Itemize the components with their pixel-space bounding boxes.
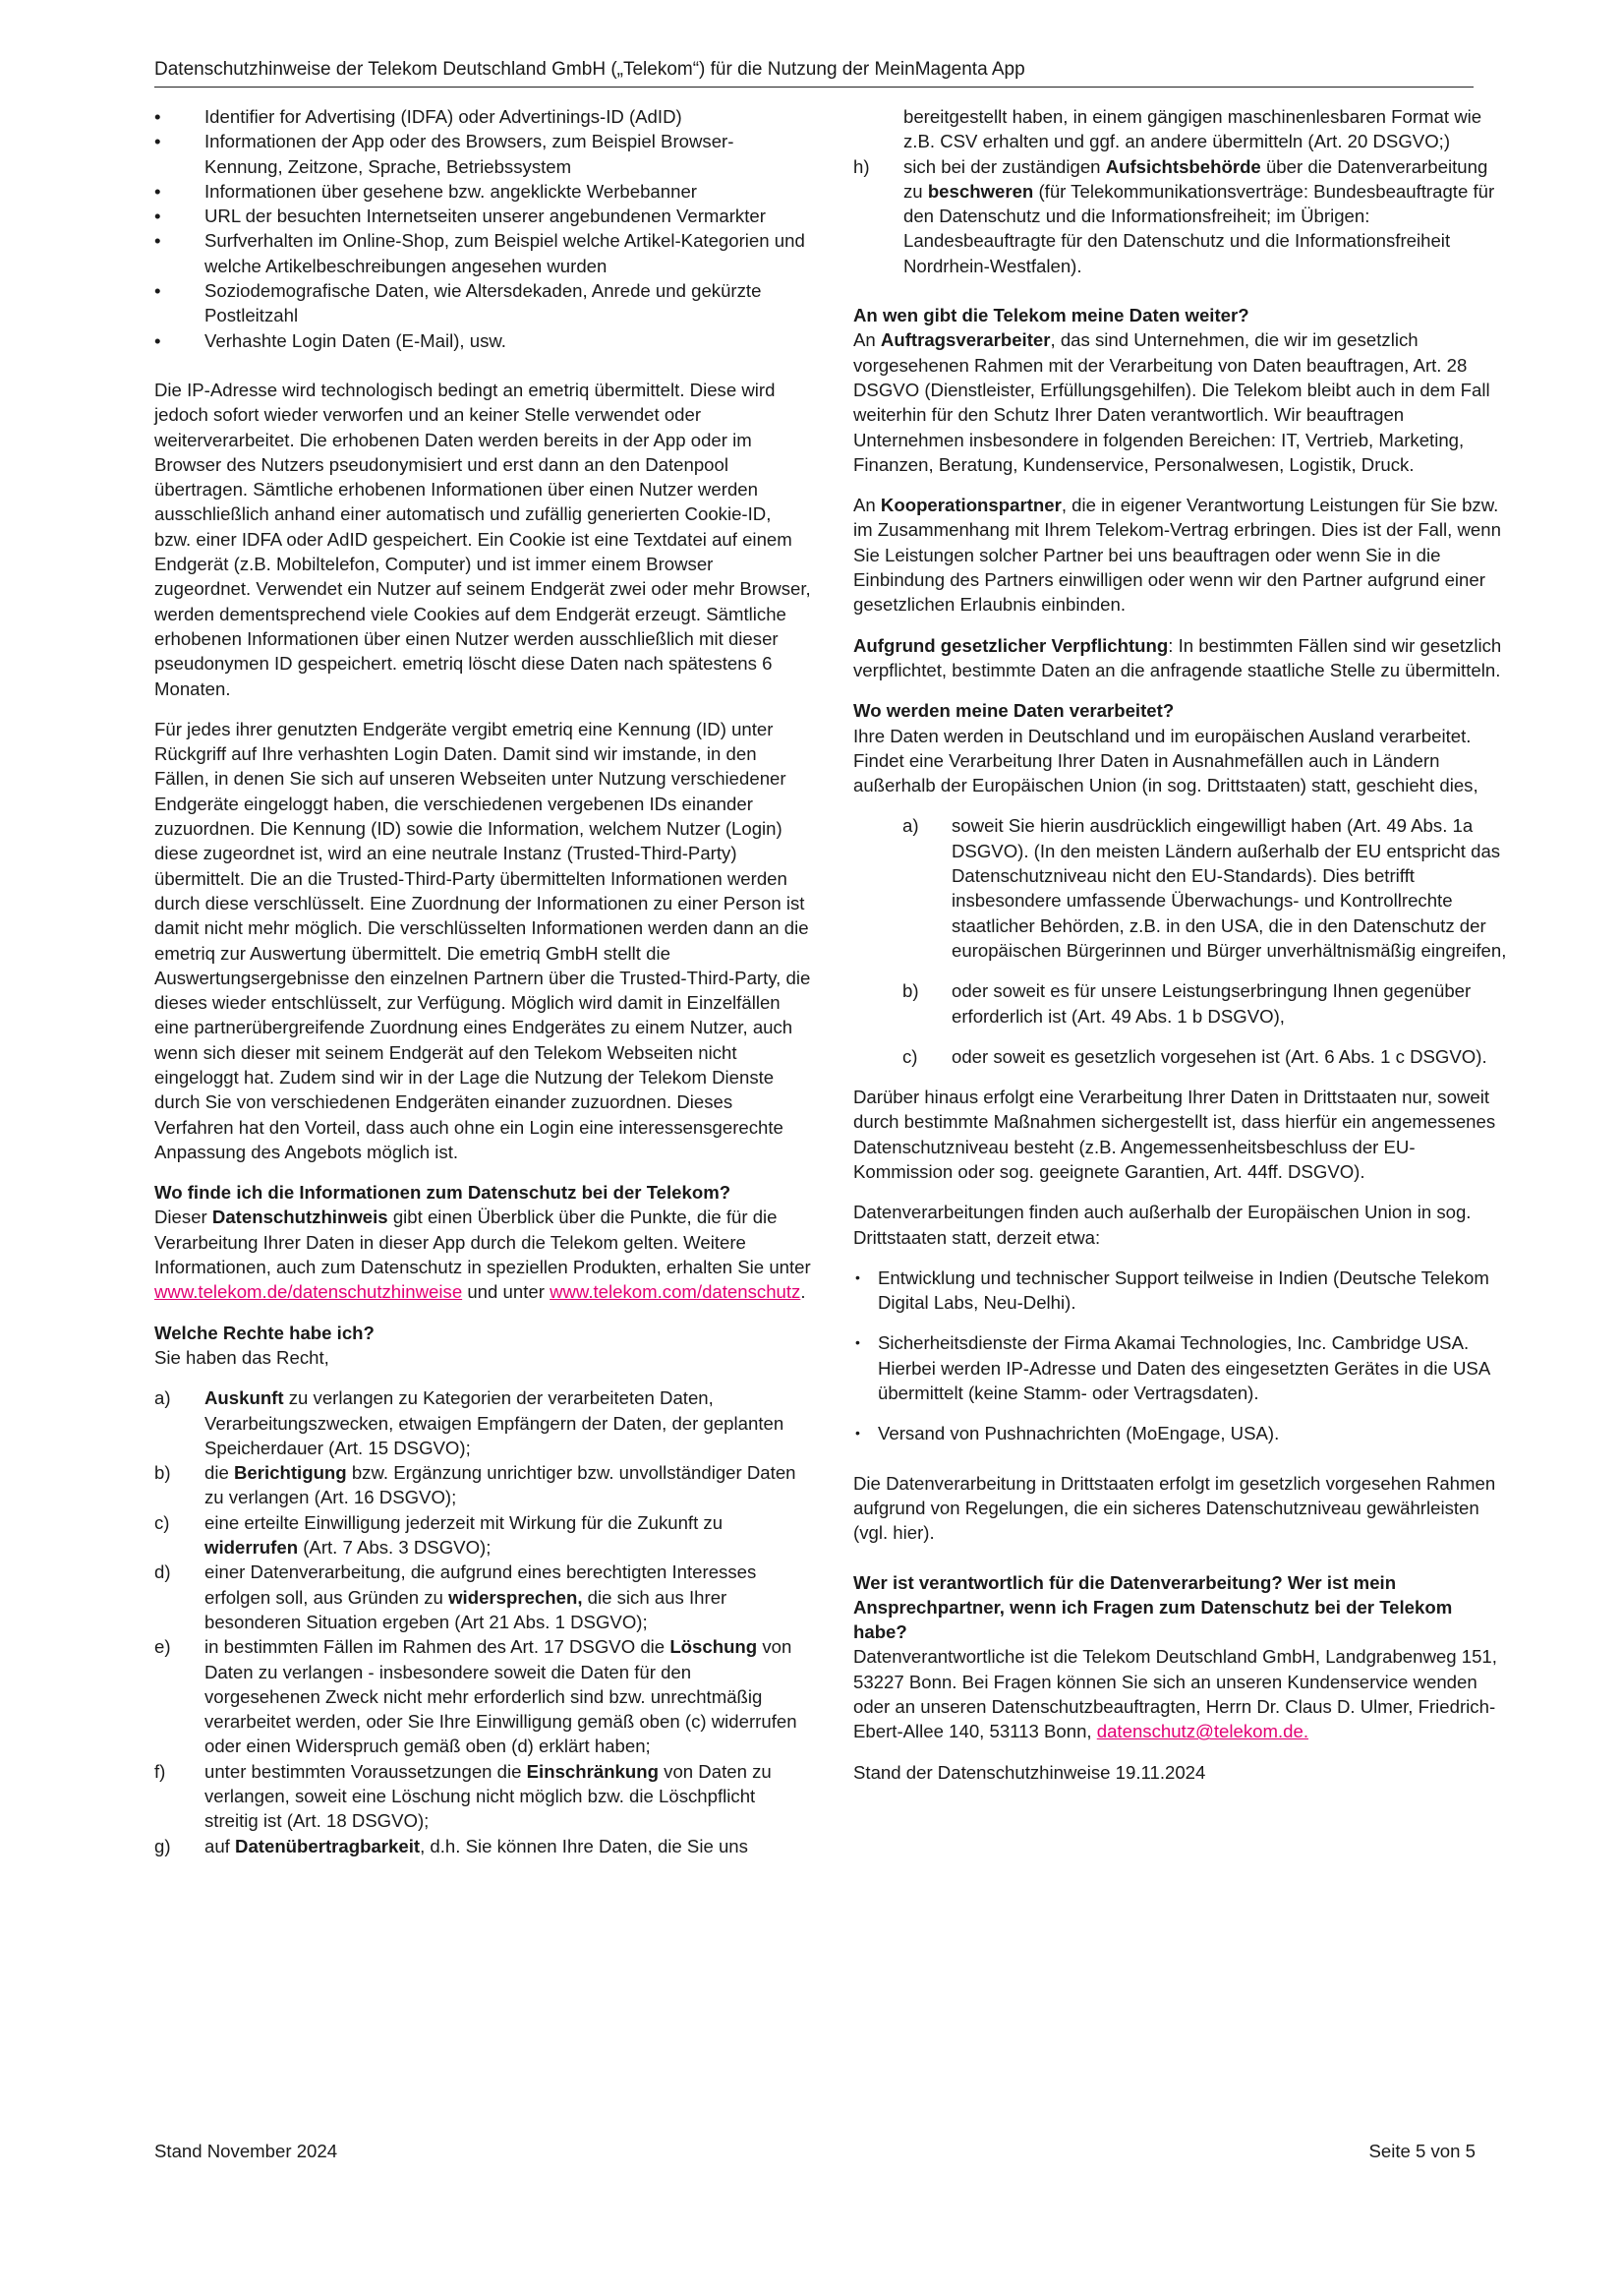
data-categories-list [154, 104, 811, 353]
list-item: bereitgestellt haben, in einem gängigen maschinenlesbaren Format wie z.B. CSV erhalten und ggf. an andere übermitteln (Art. 20 DSGVO;) [903, 106, 1482, 152]
list-item: • Sicherheitsdienste der Firma Akamai Technologies, Inc. Cambridge USA. Hierbei werden IP-Adresse und Daten des eingesetzten Gerätes in die USA übermittelt (keine Stamm- oder Vertragsdaten). [853, 1330, 1510, 1405]
list-item: c) oder soweit es gesetzlich vorgesehen ist (Art. 6 Abs. 1 c DSGVO). [902, 1045, 1487, 1067]
info-paragraph: Dieser Datenschutzhinweis gibt einen Überblick über die Punkte, die für die Verarbeitung Ihrer Daten in dieser App durch die Telekom gelten. Weitere Informationen, auch zum Datenschutz in speziellen Produkten, erhalten Sie unter www.telekom.de/datenschutzhinweise und unter www.telekom.com/datenschutz. [154, 1207, 811, 1303]
list-item: c) eine erteilte Einwilligung jederzeit mit Wirkung für die Zukunft zu widerrufen (Art. 7 Abs. 3 DSGVO); [154, 1511, 724, 1559]
list-item: a) soweit Sie hierin ausdrücklich eingewilligt haben (Art. 49 Abs. 1a DSGVO). (In den meisten Ländern außerhalb der EU entspricht das Datenschutzniveau nicht den EU-Standards). Dies betrifft insbesondere umfassende Überwachungs- und Kontrollrechte staatlicher Behörden, z.B. in den USA, die in den Datenschutz der europäischen Bürgerinnen und Bürger unverhältnismäßig eingreifen, [902, 815, 1507, 961]
list-item: f) unter bestimmten Voraussetzungen die Einschränkung von Daten zu verlangen, soweit eine Löschung nicht möglich bzw. die Löschpflicht streitig ist (Art. 18 DSGVO); [154, 1760, 772, 1832]
list-item: h) sich bei der zuständigen Aufsichtsbehörde über die Datenverarbeitung zu beschweren (für Telekommunikationsverträge: Bundesbeauftragte für den Datenschutz und die Informationsfreiheit; im Übrigen: Landesbeauftragte für den Datenschutz und die Informationsfreiheit Nordrhein-Westfalen). [853, 155, 1495, 276]
rights-list [154, 1385, 811, 1858]
third-country-list [853, 1266, 1510, 1446]
partners-paragraph: An Kooperationspartner, die in eigener Verantwortung Leistungen für Sie bzw. im Zusammenhang mit Ihrem Telekom-Vertrag erbringen. Dies ist der Fall, wenn Sie Leistungen solcher Partner bei uns beauftragen oder wenn Sie in die Einbindung des Partners einwilligen oder wenn wir den Partner aufgrund einer gesetzlichen Erlaubnis einbinden. [853, 495, 1501, 616]
list-item: • Verhashte Login Daten (E-Mail), usw. [154, 328, 811, 353]
left-column [154, 104, 811, 1858]
page-header: Datenschutzhinweise der Telekom Deutschland GmbH („Telekom“) für die Nutzung der MeinMagenta App [154, 57, 1474, 88]
section-heading-info: Wo finde ich die Informationen zum Datenschutz bei der Telekom? [154, 1182, 731, 1204]
device-id-paragraph: Für jedes ihrer genutzten Endgeräte vergibt emetriq eine Kennung (ID) unter Rückgriff auf Ihre verhashten Login Daten. Damit sind wir imstande, in den Fällen, in denen Sie sich auf unseren Webseiten unter Nutzung verschiedener Endgeräte eingeloggt haben, die verschiedenen vergebenen IDs einander zuzuordnen. Die Kennung (ID) sowie die Information, welchem Nutzer (Login) diese zugeordnet ist, wird an eine neutrale Instanz (Trusted-Third-Party) übermittelt. Die an die Trusted-Third-Party übermittelten Informationen werden durch diese verschlüsselt. Eine Zuordnung der Informationen zu einer Person ist damit nicht mehr möglich. Die verschlüsselten Informationen werden dann an die emetriq zur Auswertung übermittelt. Die emetriq GmbH stellt die Auswertungsergebnisse den einzelnen Partnern über die Trusted-Third-Party, die dieses wieder entschlüsselt, zur Verfügung. Möglich wird damit in Einzelfällen eine partnerübergreifende Zuordnung eines Endgerätes zu einem Nutzer, auch wenn sich dieser mit seinem Endgerät auf den Telekom Webseiten nicht eingeloggt hat. Zudem sind wir in der Lage die Nutzung der Telekom Dienste durch Sie von verschiedenen Endgeräten einander zuzuordnen. Dieses Verfahren hat den Vorteil, dass auch ohne ein Login eine interessensgerechte Anpassung des Angebots möglich ist. [154, 718, 811, 1162]
datenschutzhinweise-link[interactable]: www.telekom.de/datenschutzhinweise [154, 1281, 463, 1303]
list-item: • URL der besuchten Internetseiten unserer angebundenen Vermarkter [154, 204, 811, 228]
list-item: d) einer Datenverarbeitung, die aufgrund eines berechtigten Interesses erfolgen soll, aus Gründen zu widersprechen, die sich aus Ihrer besonderen Situation ergeben (Art 21 Abs. 1 DSGVO); [154, 1561, 757, 1632]
ip-address-paragraph: Die IP-Adresse wird technologisch bedingt an emetriq übermittelt. Diese wird jedoch sofort wieder verworfen und an keiner Stelle verwendet oder weiterverarbeitet. Die erhobenen Daten werden bereits in der App oder im Browser des Nutzers pseudonymisiert und erst dann an den Datenpool übertragen. Sämtliche erhobenen Informationen über einen Nutzer werden ausschließlich anhand einer automatisch und zufällig generierten Cookie-ID, bzw. einer IDFA oder AdID gespeichert. Ein Cookie ist eine Textdatei auf einem Endgerät (z.B. Mobiltelefon, Computer) und ist immer einem Browser zugeordnet. Verwendet ein Nutzer auf seinem Endgerät zwei oder mehr Browser, werden dementsprechend viele Cookies auf dem Endgerät erzeugt. Sämtliche erhobenen Informationen über einen Nutzer werden ausschließlich mit dieser pseudonymen ID gespeichert. emetriq löscht diese Daten nach spätestens 6 Monaten. [154, 379, 811, 699]
section-heading-recipients: An wen gibt die Telekom meine Daten weiter? [853, 305, 1249, 326]
rights-intro: Sie haben das Recht, [154, 1346, 329, 1368]
email-link[interactable]: datenschutz@telekom.de. [1096, 1721, 1309, 1742]
list-item: • Entwicklung und technischer Support teilweise in Indien (Deutsche Telekom Digital Labs, Neu-Delhi). [853, 1266, 1510, 1316]
list-item: • Informationen über gesehene bzw. angeklickte Werbebanner [154, 179, 811, 204]
third-country-intro: Datenverarbeitungen finden auch außerhalb der Europäischen Union in sog. Drittstaaten statt, derzeit etwa: [853, 1202, 1472, 1248]
list-item: g) auf Datenübertragbarkeit, d.h. Sie können Ihre Daten, die Sie uns [154, 1835, 748, 1856]
third-country-framework-paragraph: Die Datenverarbeitung in Drittstaaten erfolgt im gesetzlich vorgesehen Rahmen aufgrund von Regelungen, die ein sicheres Datenschutzniveau gewährleisten (vgl. hier). [853, 1472, 1496, 1544]
processing-paragraph: Ihre Daten werden in Deutschland und im europäischen Ausland verarbeitet. Findet eine Verarbeitung Ihrer Daten in Ausnahmefällen auch in Ländern außerhalb der Europäischen Union (in sog. Drittstaaten) statt, geschieht dies, [853, 725, 1478, 796]
responsible-paragraph: Datenverantwortliche ist die Telekom Deutschland GmbH, Landgrabenweg 151, 53227 Bonn. Bei Fragen können Sie sich an unseren Kundenservice wenden oder an unseren Datenschutzbeauftragten, Herrn Dr. Claus D. Ulmer, Friedrich-Ebert-Allee 140, 53113 Bonn, datenschutz@telekom.de. [853, 1646, 1497, 1742]
list-item: b) die Berichtigung bzw. Ergänzung unrichtiger bzw. unvollständiger Daten zu verlangen (Art. 16 DSGVO); [154, 1462, 796, 1508]
footer-date: Stand November 2024 [154, 2141, 338, 2161]
processors-paragraph: An Auftragsverarbeiter, das sind Unternehmen, die wir im gesetzlich vorgesehenen Rahmen mit der Verarbeitung von Daten beauftragen, Art. 28 DSGVO (Dienstleister, Erfüllungsgehilfen). Die Telekom bleibt auch in dem Fall weiterhin für den Schutz Ihrer Daten verantwortlich. Wir beauftragen Unternehmen insbesondere in folgenden Bereichen: IT, Vertrieb, Marketing, Finanzen, Beratung, Kundenservice, Personalwesen, Logistik, Druck. [853, 329, 1490, 475]
legal-obligation-paragraph: Aufgrund gesetzlicher Verpflichtung: In bestimmten Fällen sind wir gesetzlich verpflichtet, bestimmte Daten an die anfragende staatliche Stelle zu übermitteln. [853, 634, 1502, 680]
rights-list-continued [853, 104, 1510, 278]
processing-conditions-list [902, 813, 1510, 1069]
list-item: • Soziodemografische Daten, wie Altersdekaden, Anrede und gekürzte Postleitzahl [154, 278, 811, 328]
right-column [853, 104, 1510, 1800]
page-number: Seite 5 von 5 [1368, 2141, 1476, 2161]
list-item: a) Auskunft zu verlangen zu Kategorien der verarbeiteten Daten, Verarbeitungszwecken, etwaigen Empfängern der Daten, der geplanten Speicherdauer (Art. 15 DSGVO); [154, 1387, 784, 1458]
datenschutz-link[interactable]: www.telekom.com/datenschutz [550, 1281, 801, 1303]
list-item: • Versand von Pushnachrichten (MoEngage, USA). [853, 1421, 1510, 1445]
list-item: b) oder soweit es für unsere Leistungserbringung Ihnen gegenüber erforderlich ist (Art. 49 Abs. 1 b DSGVO), [902, 980, 1472, 1027]
section-heading-responsible: Wer ist verantwortlich für die Datenverarbeitung? Wer ist mein Ansprechpartner, wenn ich Fragen zum Datenschutz bei der Telekom habe? [853, 1571, 1453, 1643]
section-heading-processing: Wo werden meine Daten verarbeitet? [853, 700, 1175, 722]
section-heading-rights: Welche Rechte habe ich? [154, 1322, 375, 1343]
list-item: • Informationen der App oder des Browsers, zum Beispiel Browser-Kennung, Zeitzone, Sprache, Betriebssystem [154, 129, 811, 179]
list-item: • Identifier for Advertising (IDFA) oder Advertinings-ID (AdID) [154, 104, 811, 129]
list-item: • Surfverhalten im Online-Shop, zum Beispiel welche Artikel-Kategorien und welche Artikelbeschreibungen angesehen wurden [154, 228, 811, 278]
third-country-safeguards-paragraph: Darüber hinaus erfolgt eine Verarbeitung Ihrer Daten in Drittstaaten nur, soweit durch bestimmte Maßnahmen sichergestellt ist, dass hierfür ein angemessenes Datenschutzniveau besteht (z.B. Angemessenheitsbeschluss der EU-Kommission oder sog. geeignete Garantien, Art. 44ff. DSGVO). [853, 1087, 1496, 1182]
stand-paragraph: Stand der Datenschutzhinweise 19.11.2024 [853, 1761, 1206, 1783]
list-item: e) in bestimmten Fällen im Rahmen des Art. 17 DSGVO die Löschung von Daten zu verlangen - insbesondere soweit die Daten für den vorgesehenen Zweck nicht mehr erforderlich sind bzw. unrechtmäßig verarbeitet werden, oder Sie Ihre Einwilligung gemäß oben (c) widerrufen oder einen Widerspruch gemäß oben (d) erklärt haben; [154, 1636, 797, 1757]
